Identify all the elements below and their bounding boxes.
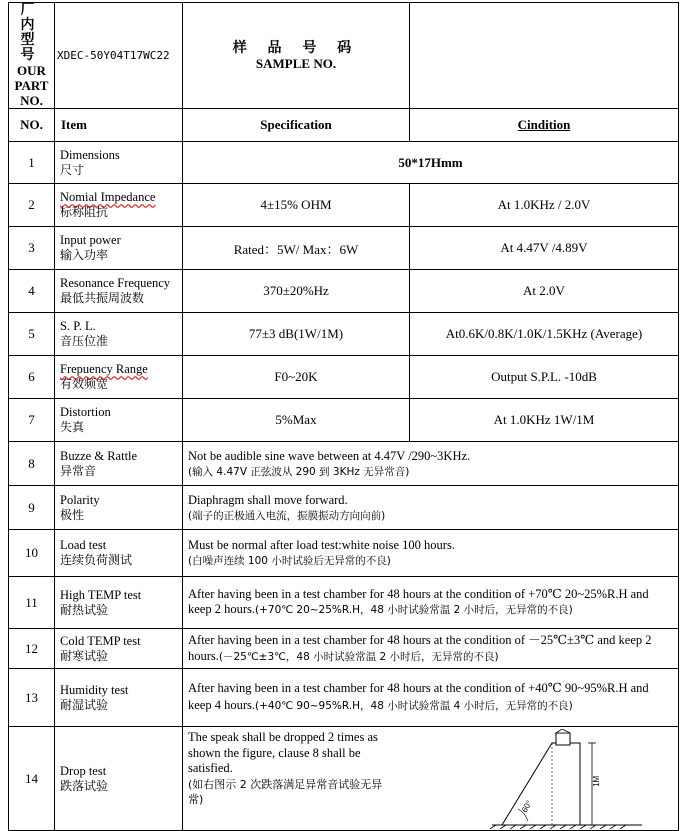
- item-en: S. P. L.: [60, 319, 96, 333]
- table-row: [9, 399, 679, 442]
- spec-cn: (输入 4.47V 正弦波从 290 到 3KHz 无异常音): [188, 465, 410, 478]
- item-cn: 输入功率: [60, 248, 109, 262]
- spec-table: [8, 2, 679, 831]
- item-cn: 耐湿试验: [60, 697, 109, 712]
- column-header-row: [9, 109, 679, 142]
- item-en: Dimensions: [60, 147, 120, 162]
- cond-cell: At0.6K/0.8K/1.0K/1.5KHz (Average): [410, 313, 679, 356]
- col-cond-header: [410, 109, 679, 142]
- item-en: High TEMP test: [60, 587, 142, 602]
- spec-cn: (白噪声连续 100 小时试验后无异常的不良): [188, 555, 391, 567]
- cond-cell: At 1.0KHz / 2.0V: [410, 184, 679, 227]
- item-cn: 尺寸: [60, 162, 85, 177]
- item-en: Resonance Frequency: [60, 276, 171, 290]
- spec-cell: [183, 727, 679, 831]
- table-row: [9, 486, 679, 530]
- sample-label: [183, 3, 410, 109]
- spec-cell: 77±3 dB(1W/1M): [183, 313, 410, 356]
- row-number: 11: [9, 577, 55, 629]
- spec-cn: (+70℃ 20~25%R.H，48 小时试验常温 2 小时后，无异常的不良): [255, 604, 573, 616]
- table-row: [9, 313, 679, 356]
- row-number: 1: [9, 142, 55, 184]
- item-cell: [55, 142, 183, 184]
- spec-en: Diaphragm shall move forward.: [188, 492, 348, 507]
- item-en: Load test: [60, 538, 107, 552]
- drop-test-figure: [472, 729, 652, 829]
- item-en: Polarity: [60, 492, 100, 507]
- spec-cell: 370±20%Hz: [183, 270, 410, 313]
- item-cell: [55, 270, 183, 313]
- item-cell: [55, 727, 183, 831]
- item-cell: [55, 629, 183, 669]
- item-cn: 极性: [60, 507, 85, 522]
- item-cn: 失真: [60, 420, 85, 434]
- spec-cell: [183, 442, 679, 486]
- spec-cell: [183, 486, 679, 530]
- table-row: [9, 227, 679, 270]
- sample-label-en: SAMPLE NO.: [255, 55, 337, 71]
- item-cn: 连续负荷测试: [60, 553, 133, 567]
- spec-cn: (+40℃ 90~95%R.H，48 小时试验常温 4 小时后，无异常的不良): [255, 700, 573, 712]
- spec-cn: (－25℃±3℃，48 小时试验常温 2 小时后，无异常的不良): [218, 651, 499, 663]
- cond-cell: At 4.47V /4.89V: [410, 227, 679, 270]
- spec-cell: F0~20K: [183, 356, 410, 399]
- item-cell: [55, 669, 183, 727]
- item-cn: 标称阻抗: [60, 205, 109, 219]
- item-en: Distortion: [60, 405, 111, 419]
- item-en: Buzze & Rattle: [60, 448, 138, 463]
- spec-cn: (如右图示 2 次跌落满足异常音试验无异常): [188, 777, 383, 806]
- item-en: Nomial Impedance: [60, 190, 156, 204]
- row-number: 3: [9, 227, 55, 270]
- spec-en: After having been in a test chamber for 48 hours at the condition of －25℃±3℃ and keep 2 hours.: [188, 633, 652, 663]
- part-number: XDEC-50Y04T17WC22: [55, 3, 183, 109]
- spec-en: The speak shall be dropped 2 times as shown the figure, clause 8 shall be satisfied.: [188, 730, 378, 775]
- item-cell: [55, 313, 183, 356]
- table-row: [9, 270, 679, 313]
- item-en: Drop test: [60, 763, 107, 778]
- item-en: Input power: [60, 233, 121, 247]
- item-cn: 耐热试验: [60, 602, 109, 617]
- item-en: Cold TEMP test: [60, 633, 141, 648]
- sample-label-cn: 样 品 号 码: [232, 39, 360, 56]
- table-row: [9, 142, 679, 184]
- spec-cell: [183, 669, 679, 727]
- item-cell: [55, 530, 183, 577]
- cond-cell: At 2.0V: [410, 270, 679, 313]
- row-number: 7: [9, 399, 55, 442]
- spec-cell: [183, 530, 679, 577]
- item-cell: [55, 227, 183, 270]
- item-cn: 有效频宽: [60, 377, 109, 391]
- col-no-header: NO.: [9, 109, 55, 142]
- row-number: 5: [9, 313, 55, 356]
- table-row: [9, 184, 679, 227]
- item-cell: [55, 356, 183, 399]
- drop-height-label: 1M: [592, 775, 601, 787]
- table-row: [9, 577, 679, 629]
- spec-cell: [183, 629, 679, 669]
- row-number: 9: [9, 486, 55, 530]
- item-cell: [55, 577, 183, 629]
- cond-cell: Output S.P.L. -10dB: [410, 356, 679, 399]
- drop-angle-label: 60°: [519, 799, 534, 814]
- row-number: 13: [9, 669, 55, 727]
- table-row: [9, 530, 679, 577]
- item-cn: 异常音: [60, 463, 97, 478]
- sample-number: [410, 3, 679, 109]
- item-en: Humidity test: [60, 682, 129, 697]
- row-number: 4: [9, 270, 55, 313]
- spec-cn: (端子的正极通入电流，振膜振动方向向前): [188, 509, 386, 522]
- row-number: 12: [9, 629, 55, 669]
- item-cn: 耐寒试验: [60, 648, 109, 663]
- spec-cell: 50*17Hmm: [183, 142, 679, 184]
- row-number: 2: [9, 184, 55, 227]
- item-cell: [55, 442, 183, 486]
- our-part-label-en: OUR PART NO.: [14, 63, 49, 108]
- col-item-header: Item: [55, 109, 183, 142]
- item-cn: 最低共振周波数: [60, 291, 145, 305]
- spec-cell: 4±15% OHM: [183, 184, 410, 227]
- row-number: 10: [9, 530, 55, 577]
- spec-en: Must be normal after load test:white noise 100 hours.: [188, 538, 455, 552]
- spec-en: Not be audible sine wave between at 4.47V /290~3KHz.: [188, 448, 471, 463]
- spec-en: After having been in a test chamber for 48 hours at the condition of +40℃ 90~95%R.H and keep 4 hours.: [188, 681, 649, 712]
- col-cond-header-text: Cindition: [517, 117, 571, 132]
- header-row: [9, 3, 679, 109]
- item-en: Frepuency Range: [60, 362, 148, 376]
- spec-cell: [183, 577, 679, 629]
- row-number: 14: [9, 727, 55, 831]
- col-spec-header: Specification: [183, 109, 410, 142]
- row-number: 6: [9, 356, 55, 399]
- our-part-label-cn: 厂 内 型 号: [20, 2, 43, 63]
- cond-cell: At 1.0KHz 1W/1M: [410, 399, 679, 442]
- item-cn: 音压位准: [60, 334, 109, 348]
- table-row: [9, 669, 679, 727]
- item-cell: [55, 399, 183, 442]
- table-row: [9, 356, 679, 399]
- item-cell: [55, 486, 183, 530]
- table-row: [9, 442, 679, 486]
- row-number: 8: [9, 442, 55, 486]
- our-part-label: [9, 3, 55, 109]
- table-row: [9, 727, 679, 831]
- spec-cell: 5%Max: [183, 399, 410, 442]
- table-row: [9, 629, 679, 669]
- spec-en: After having been in a test chamber for 48 hours at the condition of +70℃ 20~25%R.H and keep 2 hours.: [188, 587, 649, 616]
- spec-cell: Rated：5W/ Max：6W: [183, 227, 410, 270]
- item-cell: [55, 184, 183, 227]
- item-cn: 跌落试验: [60, 778, 109, 793]
